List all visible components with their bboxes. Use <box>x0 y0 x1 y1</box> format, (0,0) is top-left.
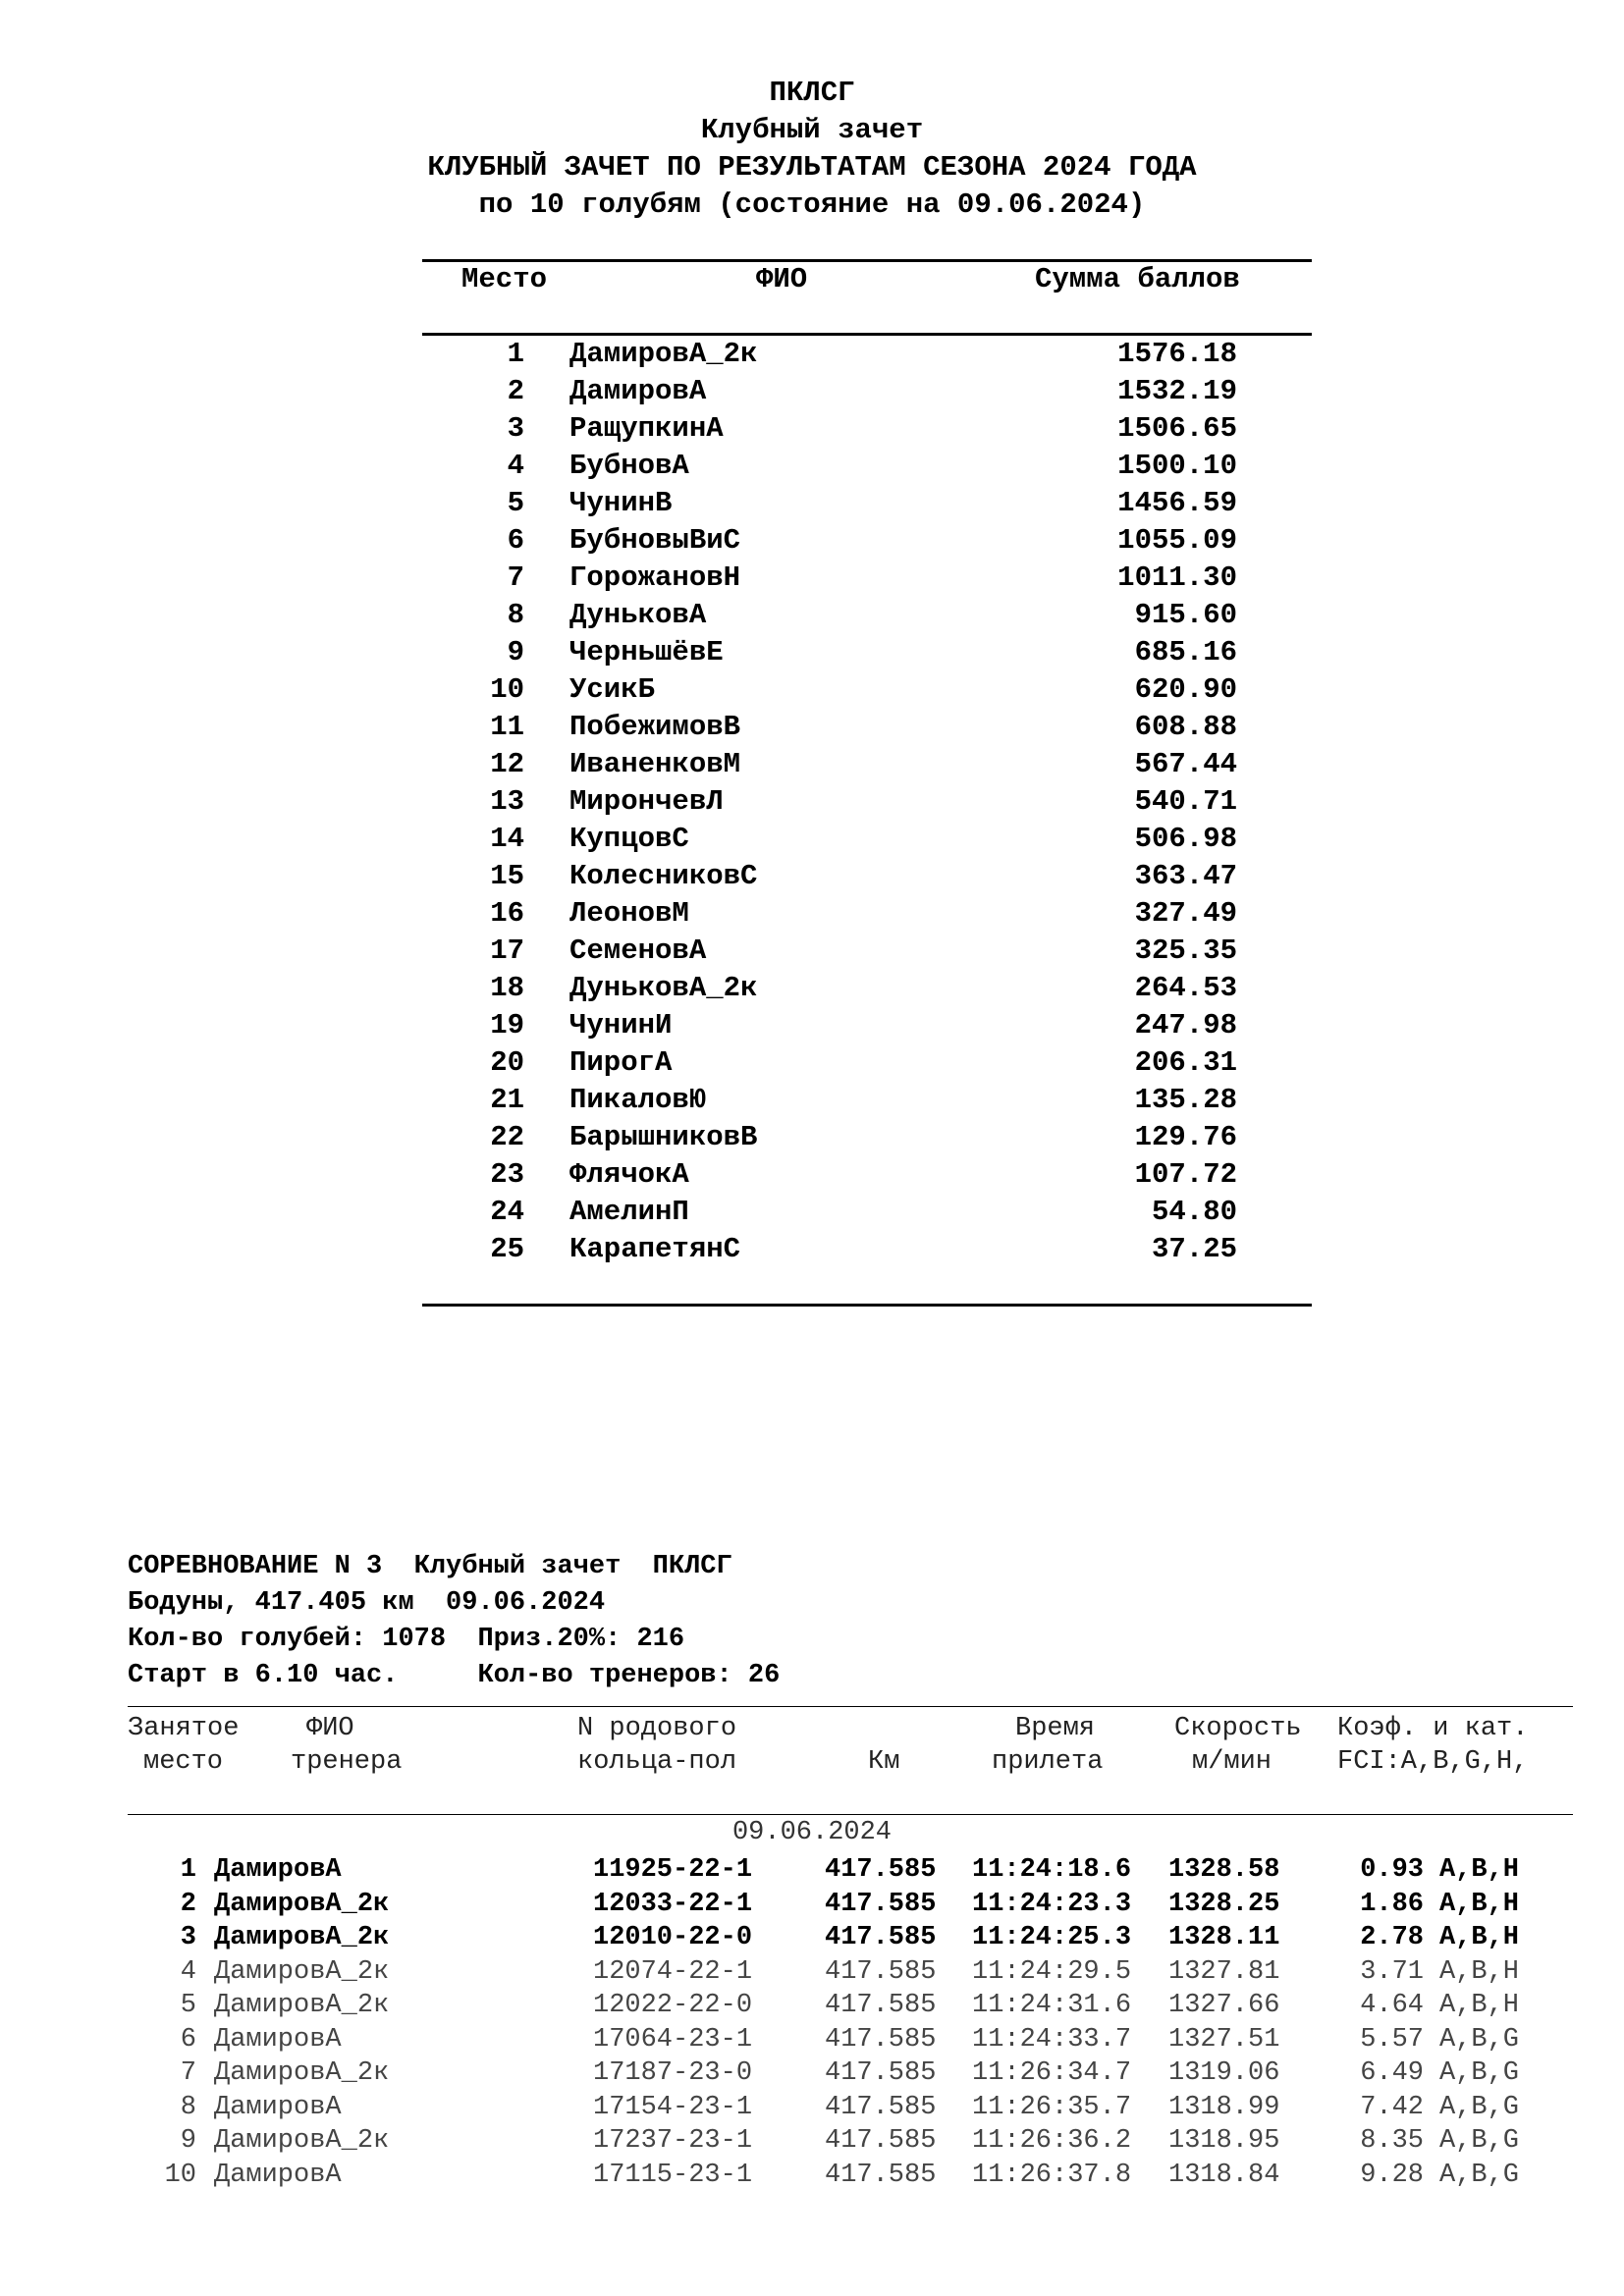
standings-place: 11 <box>490 711 524 743</box>
competition-row <box>0 1989 1624 2023</box>
standings-place: 6 <box>507 524 524 557</box>
competition-ring: 17154-23-1 <box>593 2092 753 2122</box>
standings-score: 129.76 <box>1134 1121 1237 1153</box>
competition-arrival-time: 11:24:25.3 <box>972 1923 1132 1952</box>
competition-arrival-time: 11:24:23.3 <box>972 1889 1132 1919</box>
standings-place: 12 <box>490 748 524 780</box>
standings-col-place: Место <box>461 263 548 295</box>
competition-place: 6 <box>180 2024 196 2055</box>
competition-trainer: ДамировА_2к <box>214 2126 390 2156</box>
standings-score: 107.72 <box>1134 1158 1237 1191</box>
competition-ring: 17187-23-0 <box>593 2058 753 2088</box>
competition-trainer: ДамировА_2к <box>214 1923 390 1952</box>
comp-col-time-1: Время <box>1015 1714 1096 1743</box>
competition-row <box>0 2124 1624 2159</box>
report-scope: по 10 голубям (состояние на 09.06.2024) <box>478 188 1146 221</box>
competition-row <box>0 1853 1624 1888</box>
competition-category: A,B,H <box>1439 1923 1520 1952</box>
standings-place: 4 <box>507 450 524 482</box>
competition-row <box>0 1921 1624 1955</box>
competition-speed: 1328.25 <box>1168 1889 1280 1919</box>
standings-place: 7 <box>507 561 524 594</box>
competition-speed: 1318.99 <box>1168 2092 1280 2122</box>
standings-score: 1576.18 <box>1117 338 1237 370</box>
comp-col-speed-2: м/мин <box>1192 1747 1272 1777</box>
competition-trainer: ДамировА <box>214 2160 342 2190</box>
competition-trainer: ДамировА_2к <box>214 1889 390 1919</box>
competition-speed: 1327.66 <box>1168 1991 1280 2020</box>
competition-km: 417.585 <box>825 1923 937 1952</box>
standings-score: 915.60 <box>1134 599 1237 631</box>
standings-row <box>0 1119 1624 1156</box>
competition-top-rule <box>128 1706 1573 1707</box>
standings-name: ДамировА <box>569 375 707 407</box>
competition-km: 417.585 <box>825 1855 937 1885</box>
competition-km: 417.585 <box>825 1991 937 2020</box>
standings-table-body <box>0 336 1624 1268</box>
competition-category: A,B,H <box>1439 1991 1520 2020</box>
standings-name: МирончевЛ <box>569 785 724 818</box>
competition-place: 8 <box>180 2092 196 2122</box>
standings-score: 1506.65 <box>1117 412 1237 445</box>
competition-ring: 12010-22-0 <box>593 1923 753 1952</box>
comp-col-place-2: место <box>143 1747 224 1777</box>
standings-place: 5 <box>507 487 524 519</box>
standings-place: 2 <box>507 375 524 407</box>
comp-col-place-1: Занятое <box>128 1714 240 1743</box>
standings-row <box>0 1044 1624 1082</box>
standings-place: 21 <box>490 1084 524 1116</box>
comp-col-name-1: ФИО <box>306 1714 354 1743</box>
competition-trainer: ДамировА <box>214 2024 342 2055</box>
standings-name: КолесниковС <box>569 860 758 892</box>
report-title: КЛУБНЫЙ ЗАЧЕТ ПО РЕЗУЛЬТАТАМ СЕЗОНА 2024 ГОДА <box>427 151 1197 184</box>
standings-name: ЧунинИ <box>569 1009 673 1041</box>
standings-bottom-rule <box>422 1304 1312 1307</box>
standings-row <box>0 634 1624 671</box>
standings-place: 13 <box>490 785 524 818</box>
competition-ring: 12033-22-1 <box>593 1889 753 1919</box>
competition-category: A,B,G <box>1439 2160 1520 2190</box>
competition-table-body <box>0 1853 1624 2192</box>
competition-trainer: ДамировА_2к <box>214 1956 390 1987</box>
standings-name: АмелинП <box>569 1196 689 1228</box>
standings-name: ДуньковА <box>569 599 707 631</box>
standings-name: РащупкинА <box>569 412 724 445</box>
standings-score: 206.31 <box>1134 1046 1237 1079</box>
competition-arrival-time: 11:26:34.7 <box>972 2058 1132 2088</box>
standings-place: 8 <box>507 599 524 631</box>
competition-km: 417.585 <box>825 2024 937 2055</box>
standings-name: БубновА <box>569 450 689 482</box>
standings-place: 16 <box>490 897 524 930</box>
standings-score: 363.47 <box>1134 860 1237 892</box>
standings-row <box>0 895 1624 933</box>
standings-row <box>0 560 1624 597</box>
competition-coef: 8.35 <box>1360 2126 1424 2156</box>
standings-name: БубновыВиС <box>569 524 741 557</box>
competition-category: A,B,G <box>1439 2058 1520 2088</box>
competition-speed: 1327.81 <box>1168 1956 1280 1987</box>
competition-km: 417.585 <box>825 2126 937 2156</box>
competition-speed: 1328.58 <box>1168 1855 1280 1885</box>
standings-place: 20 <box>490 1046 524 1079</box>
competition-arrival-time: 11:24:31.6 <box>972 1991 1132 2020</box>
standings-place: 3 <box>507 412 524 445</box>
competition-ring: 17237-23-1 <box>593 2126 753 2156</box>
standings-name: ЧунинВ <box>569 487 673 519</box>
competition-trainer: ДамировА <box>214 1855 342 1885</box>
competition-ring: 17064-23-1 <box>593 2024 753 2055</box>
standings-name: КупцовС <box>569 823 689 855</box>
standings-name: КарапетянС <box>569 1233 741 1265</box>
competition-speed: 1319.06 <box>1168 2058 1280 2088</box>
competition-speed: 1318.84 <box>1168 2160 1280 2190</box>
standings-place: 18 <box>490 972 524 1004</box>
standings-place: 22 <box>490 1121 524 1153</box>
competition-arrival-time: 11:24:18.6 <box>972 1855 1132 1885</box>
standings-name: ДамировА_2к <box>569 338 758 370</box>
standings-row <box>0 522 1624 560</box>
standings-name: ГорожановН <box>569 561 741 594</box>
competition-speed: 1327.51 <box>1168 2024 1280 2055</box>
standings-name: ПикаловЮ <box>569 1084 707 1116</box>
competition-date-row: 09.06.2024 <box>731 1818 893 1847</box>
standings-score: 567.44 <box>1134 748 1237 780</box>
competition-trainer: ДамировА_2к <box>214 2058 390 2088</box>
standings-score: 264.53 <box>1134 972 1237 1004</box>
standings-row <box>0 1082 1624 1119</box>
standings-top-rule <box>422 259 1312 262</box>
competition-info <box>128 1549 780 1694</box>
standings-row <box>0 933 1624 970</box>
competition-row <box>0 1955 1624 1990</box>
competition-coef: 9.28 <box>1360 2160 1424 2190</box>
competition-place: 10 <box>164 2160 196 2190</box>
standings-row <box>0 746 1624 783</box>
standings-score: 506.98 <box>1134 823 1237 855</box>
standings-place: 23 <box>490 1158 524 1191</box>
standings-col-name: ФИО <box>756 263 808 295</box>
standings-score: 685.16 <box>1134 636 1237 668</box>
standings-name: ПобежимовВ <box>569 711 741 743</box>
standings-row <box>0 709 1624 746</box>
standings-place: 1 <box>507 338 524 370</box>
comp-col-name-2: тренера <box>291 1747 403 1777</box>
competition-header-rule <box>128 1814 1573 1815</box>
standings-score: 1011.30 <box>1117 561 1237 594</box>
competition-speed: 1328.11 <box>1168 1923 1280 1952</box>
standings-row <box>0 373 1624 410</box>
standings-row <box>0 1231 1624 1268</box>
competition-start: Старт в 6.10 час. Кол-во тренеров: 26 <box>128 1661 781 1690</box>
competition-row <box>0 2091 1624 2125</box>
standings-row <box>0 410 1624 448</box>
org-title: ПКЛСГ <box>769 77 855 109</box>
standings-score: 1532.19 <box>1117 375 1237 407</box>
standings-place: 9 <box>507 636 524 668</box>
standings-row <box>0 671 1624 709</box>
standings-place: 25 <box>490 1233 524 1265</box>
competition-row <box>0 2056 1624 2091</box>
competition-place: 7 <box>180 2058 196 2088</box>
standings-score: 54.80 <box>1151 1196 1237 1228</box>
comp-col-time-2: прилета <box>992 1747 1104 1777</box>
report-subtitle: Клубный зачет <box>700 114 924 146</box>
competition-ring: 17115-23-1 <box>593 2160 753 2190</box>
standings-score: 327.49 <box>1134 897 1237 930</box>
standings-score: 1055.09 <box>1117 524 1237 557</box>
standings-place: 15 <box>490 860 524 892</box>
competition-arrival-time: 11:26:35.7 <box>972 2092 1132 2122</box>
competition-category: A,B,G <box>1439 2092 1520 2122</box>
standings-place: 17 <box>490 934 524 967</box>
competition-category: A,B,G <box>1439 2024 1520 2055</box>
standings-row <box>0 597 1624 634</box>
competition-coef: 5.57 <box>1360 2024 1424 2055</box>
competition-ring: 12022-22-0 <box>593 1991 753 2020</box>
standings-score: 620.90 <box>1134 673 1237 706</box>
standings-row <box>0 1194 1624 1231</box>
standings-score: 135.28 <box>1134 1084 1237 1116</box>
competition-coef: 6.49 <box>1360 2058 1424 2088</box>
standings-row <box>0 1156 1624 1194</box>
comp-col-coef-2: FCI:A,B,G,H, <box>1337 1747 1529 1777</box>
standings-place: 10 <box>490 673 524 706</box>
competition-place: 9 <box>180 2126 196 2156</box>
standings-name: ДуньковА_2к <box>569 972 758 1004</box>
standings-place: 14 <box>490 823 524 855</box>
competition-coef: 7.42 <box>1360 2092 1424 2122</box>
standings-name: БарышниковВ <box>569 1121 758 1153</box>
competition-coef: 1.86 <box>1360 1889 1424 1919</box>
competition-ring: 12074-22-1 <box>593 1956 753 1987</box>
competition-km: 417.585 <box>825 1889 937 1919</box>
standings-name: ПирогА <box>569 1046 673 1079</box>
comp-col-coef-1: Коэф. и кат. <box>1337 1714 1529 1743</box>
competition-arrival-time: 11:26:36.2 <box>972 2126 1132 2156</box>
comp-col-km: Км <box>868 1747 900 1777</box>
competition-coef: 3.71 <box>1360 1956 1424 1987</box>
standings-place: 19 <box>490 1009 524 1041</box>
standings-score: 540.71 <box>1134 785 1237 818</box>
standings-score: 1500.10 <box>1117 450 1237 482</box>
standings-row <box>0 1007 1624 1044</box>
competition-coef: 0.93 <box>1360 1855 1424 1885</box>
competition-speed: 1318.95 <box>1168 2126 1280 2156</box>
competition-row <box>0 1888 1624 1922</box>
competition-trainer: ДамировА_2к <box>214 1991 390 2020</box>
competition-place: 5 <box>180 1991 196 2020</box>
competition-km: 417.585 <box>825 1956 937 1987</box>
competition-location: Бодуны, 417.405 км 09.06.2024 <box>128 1588 606 1618</box>
standings-name: ЛеоновМ <box>569 897 689 930</box>
competition-trainer: ДамировА <box>214 2092 342 2122</box>
standings-row <box>0 858 1624 895</box>
competition-title: СОРЕВНОВАНИЕ N 3 Клубный зачет ПКЛСГ <box>128 1552 732 1581</box>
comp-col-speed-1: Скорость <box>1174 1714 1302 1743</box>
competition-arrival-time: 11:24:33.7 <box>972 2024 1132 2055</box>
competition-ring: 11925-22-1 <box>593 1855 753 1885</box>
competition-place: 4 <box>180 1956 196 1987</box>
standings-score: 1456.59 <box>1117 487 1237 519</box>
standings-score: 247.98 <box>1134 1009 1237 1041</box>
competition-category: A,B,H <box>1439 1956 1520 1987</box>
competition-coef: 2.78 <box>1360 1923 1424 1952</box>
comp-col-ring-1: N родового <box>577 1714 737 1743</box>
standings-row <box>0 448 1624 485</box>
competition-km: 417.585 <box>825 2092 937 2122</box>
competition-km: 417.585 <box>825 2160 937 2190</box>
standings-name: ИваненковМ <box>569 748 741 780</box>
standings-row <box>0 821 1624 858</box>
competition-arrival-time: 11:24:29.5 <box>972 1956 1132 1987</box>
standings-row <box>0 336 1624 373</box>
standings-name: ФлячокА <box>569 1158 689 1191</box>
standings-score: 325.35 <box>1134 934 1237 967</box>
competition-place: 1 <box>180 1855 196 1885</box>
competition-category: A,B,G <box>1439 2126 1520 2156</box>
standings-row <box>0 970 1624 1007</box>
competition-counts: Кол-во голубей: 1078 Приз.20%: 216 <box>128 1625 685 1654</box>
competition-arrival-time: 11:26:37.8 <box>972 2160 1132 2190</box>
competition-category: A,B,H <box>1439 1855 1520 1885</box>
competition-km: 417.585 <box>825 2058 937 2088</box>
competition-category: A,B,H <box>1439 1889 1520 1919</box>
competition-row <box>0 2159 1624 2193</box>
standings-score: 37.25 <box>1151 1233 1237 1265</box>
competition-coef: 4.64 <box>1360 1991 1424 2020</box>
comp-col-ring-2: кольца-пол <box>577 1747 737 1777</box>
standings-row <box>0 485 1624 522</box>
standings-name: СеменовА <box>569 934 707 967</box>
standings-name: УсикБ <box>569 673 656 706</box>
standings-row <box>0 783 1624 821</box>
competition-row <box>0 2023 1624 2057</box>
standings-col-score: Сумма баллов <box>1035 263 1240 295</box>
competition-place: 3 <box>180 1923 196 1952</box>
document-header <box>0 75 1624 224</box>
standings-score: 608.88 <box>1134 711 1237 743</box>
standings-place: 24 <box>490 1196 524 1228</box>
standings-name: ЧерньшёвЕ <box>569 636 724 668</box>
competition-place: 2 <box>180 1889 196 1919</box>
